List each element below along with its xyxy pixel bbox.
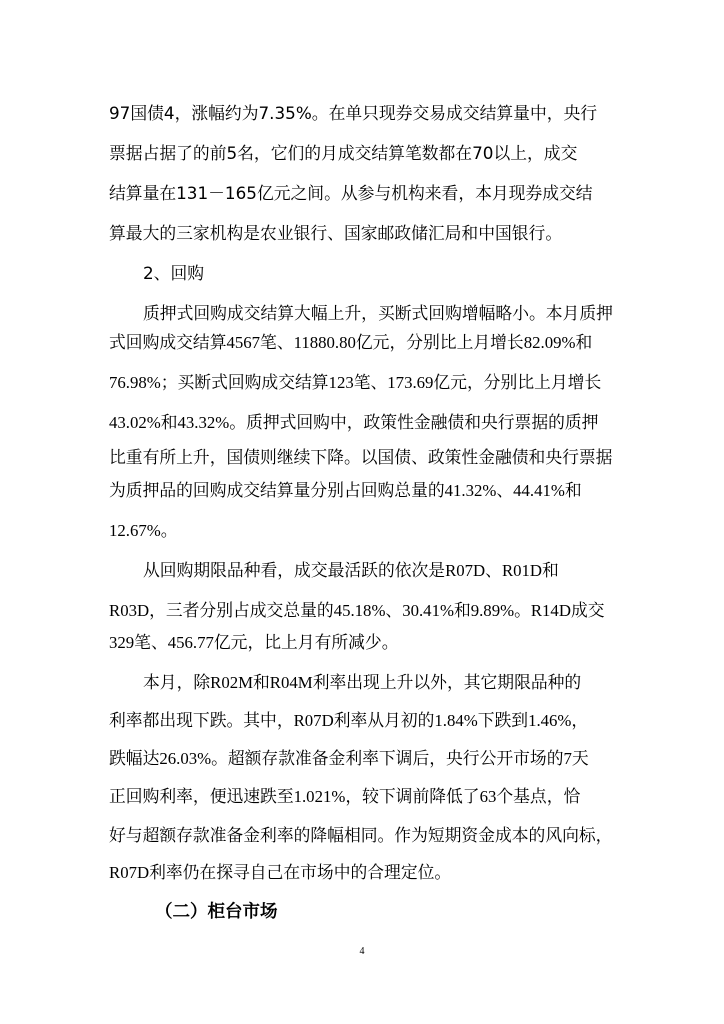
paragraph-line: 329笔、456.77亿元，比上月有所减少。: [109, 633, 399, 652]
paragraph-line: 比重有所上升，国债则继续下降。以国债、政策性金融债和央行票据: [109, 447, 613, 467]
section-heading: （二）柜台市场: [155, 902, 278, 922]
paragraph-line: 算最大的三家机构是农业银行、国家邮政储汇局和中国银行。: [109, 223, 563, 243]
paragraph-line: 正回购利率，便迅速跌至1.021%，较下调前降低了63个基点，恰: [109, 787, 581, 806]
subsection-heading: 2、回购: [143, 263, 205, 283]
paragraph-line: 票据占据了的前5名，它们的月成交结算笔数都在70以上，成交: [109, 143, 578, 163]
paragraph-line: 本月，除R02M和R04M利率出现上升以外，其它期限品种的: [143, 673, 582, 692]
paragraph-line: 利率都出现下跌。其中，R07D利率从月初的1.84%下跌到1.46%，: [109, 711, 589, 730]
paragraph-line: 式回购成交结算4567笔、11880.80亿元，分别比上月增长82.09%和: [109, 333, 593, 352]
paragraph-line: 43.02%和43.32%。质押式回购中，政策性金融债和央行票据的质押: [109, 413, 599, 432]
paragraph-line: 为质押品的回购成交结算量分别占回购总量的41.32%、44.41%和: [109, 481, 582, 500]
paragraph-line: 12.67%。: [109, 521, 178, 540]
paragraph-line: 76.98%；买断式回购成交结算123笔、173.69亿元，分别比上月增长: [109, 373, 602, 392]
paragraph-line: 从回购期限品种看，成交最活跃的依次是R07D、R01D和: [143, 561, 559, 580]
paragraph-line: 质押式回购成交结算大幅上升，买断式回购增幅略小。本月质押: [143, 303, 613, 323]
paragraph-line: 跌幅达26.03%。超额存款准备金利率下调后，央行公开市场的7天: [109, 749, 589, 768]
paragraph-line: 结算量在131－165亿元之间。从参与机构来看，本月现券成交结: [109, 183, 593, 203]
paragraph-line: R07D利率仍在探寻自己在市场中的合理定位。: [109, 863, 452, 882]
page-number: 4: [359, 946, 365, 957]
paragraph-line: 好与超额存款准备金利率的降幅相同。作为短期资金成本的风向标，: [109, 825, 613, 845]
paragraph-line: 97国债4，涨幅约为7.35%。在单只现券交易成交结算量中，央行: [109, 103, 598, 123]
paragraph-line: R03D，三者分别占成交总量的45.18%、30.41%和9.89%。R14D成交: [109, 601, 605, 620]
